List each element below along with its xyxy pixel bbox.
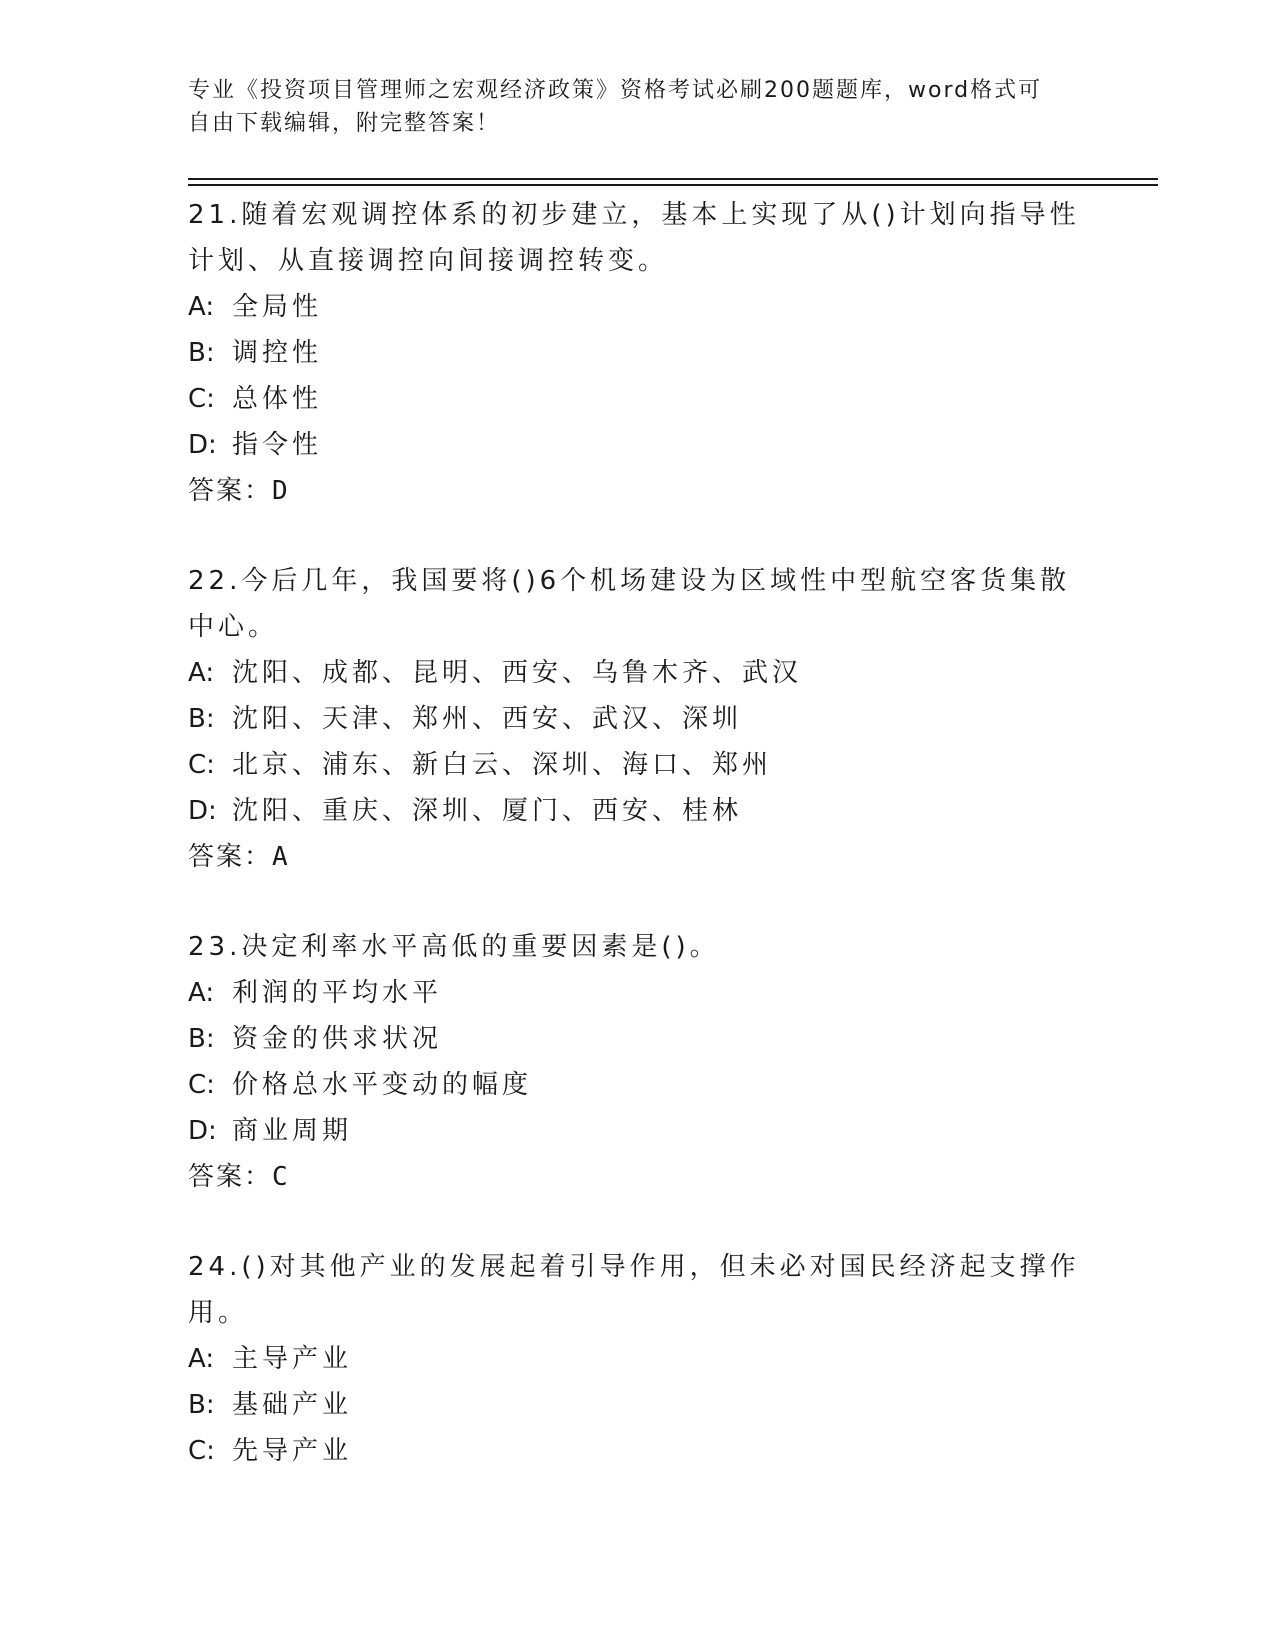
- option-key: A:: [188, 1344, 215, 1374]
- question-stem: 22.今后几年，我国要将()6个机场建设为区域性中型航空客货集散中心。: [188, 566, 1071, 642]
- header-line-1: 专业《投资项目管理师之宏观经济政策》资格考试必刷200题题库，word格式可: [188, 78, 1043, 103]
- option-c: [188, 376, 1088, 422]
- option-text: 主导产业: [232, 1344, 353, 1374]
- answer-line: [188, 468, 1088, 514]
- answer-value: C: [272, 1162, 290, 1192]
- option-text: 资金的供求状况: [232, 1024, 443, 1054]
- option-key: D:: [188, 1116, 217, 1146]
- option-text: 全局性: [232, 292, 323, 322]
- question-22: [188, 558, 1088, 880]
- option-key: C:: [188, 384, 215, 414]
- option-key: D:: [188, 796, 217, 826]
- option-key: B:: [188, 1390, 215, 1420]
- question-stem: 24.()对其他产业的发展起着引导作用，但未必对国民经济起支撑作用。: [188, 1252, 1080, 1328]
- answer-value: D: [272, 476, 290, 506]
- option-text: 北京、浦东、新白云、深圳、海口、郑州: [232, 750, 773, 780]
- option-text: 沈阳、重庆、深圳、厦门、西安、桂林: [232, 796, 743, 826]
- option-a: [188, 284, 1088, 330]
- answer-line: [188, 1154, 1088, 1200]
- answer-label: 答案：: [188, 842, 273, 872]
- option-text: 商业周期: [232, 1116, 353, 1146]
- option-d: [188, 422, 1088, 468]
- option-d: [188, 1108, 1088, 1154]
- option-key: C:: [188, 750, 215, 780]
- option-c: [188, 742, 1088, 788]
- question-23: [188, 924, 1088, 1200]
- option-text: 先导产业: [232, 1436, 353, 1466]
- option-a: [188, 970, 1088, 1016]
- document-header: [188, 74, 1068, 140]
- option-text: 总体性: [232, 384, 323, 414]
- option-key: B:: [188, 338, 215, 368]
- header-divider-top: [188, 178, 1158, 180]
- header-line-2: 自由下载编辑，附完整答案！: [188, 111, 501, 136]
- option-b: [188, 1382, 1088, 1428]
- question-list: [188, 192, 1088, 1518]
- question-stem: 23.决定利率水平高低的重要因素是()。: [188, 932, 720, 962]
- option-b: [188, 330, 1088, 376]
- option-b: [188, 696, 1088, 742]
- option-c: [188, 1062, 1088, 1108]
- option-text: 调控性: [232, 338, 323, 368]
- option-key: D:: [188, 430, 217, 460]
- option-a: [188, 1336, 1088, 1382]
- option-text: 指令性: [232, 430, 323, 460]
- option-key: C:: [188, 1436, 215, 1466]
- option-text: 沈阳、天津、郑州、西安、武汉、深圳: [232, 704, 743, 734]
- header-divider-bottom: [188, 184, 1158, 186]
- question-stem: 21.随着宏观调控体系的初步建立，基本上实现了从()计划向指导性计划、从直接调控向间接调控转变。: [188, 200, 1080, 276]
- option-c: [188, 1428, 1088, 1474]
- option-key: C:: [188, 1070, 215, 1100]
- option-key: A:: [188, 658, 215, 688]
- option-key: A:: [188, 978, 215, 1008]
- option-key: B:: [188, 704, 215, 734]
- option-d: [188, 788, 1088, 834]
- option-key: A:: [188, 292, 215, 322]
- option-key: B:: [188, 1024, 215, 1054]
- option-a: [188, 650, 1088, 696]
- question-24: [188, 1244, 1088, 1474]
- option-text: 沈阳、成都、昆明、西安、乌鲁木齐、武汉: [232, 658, 803, 688]
- option-b: [188, 1016, 1088, 1062]
- answer-label: 答案：: [188, 476, 273, 506]
- option-text: 基础产业: [232, 1390, 353, 1420]
- answer-value: A: [272, 842, 290, 872]
- question-21: [188, 192, 1088, 514]
- answer-label: 答案：: [188, 1162, 273, 1192]
- answer-line: [188, 834, 1088, 880]
- option-text: 价格总水平变动的幅度: [232, 1070, 533, 1100]
- option-text: 利润的平均水平: [232, 978, 443, 1008]
